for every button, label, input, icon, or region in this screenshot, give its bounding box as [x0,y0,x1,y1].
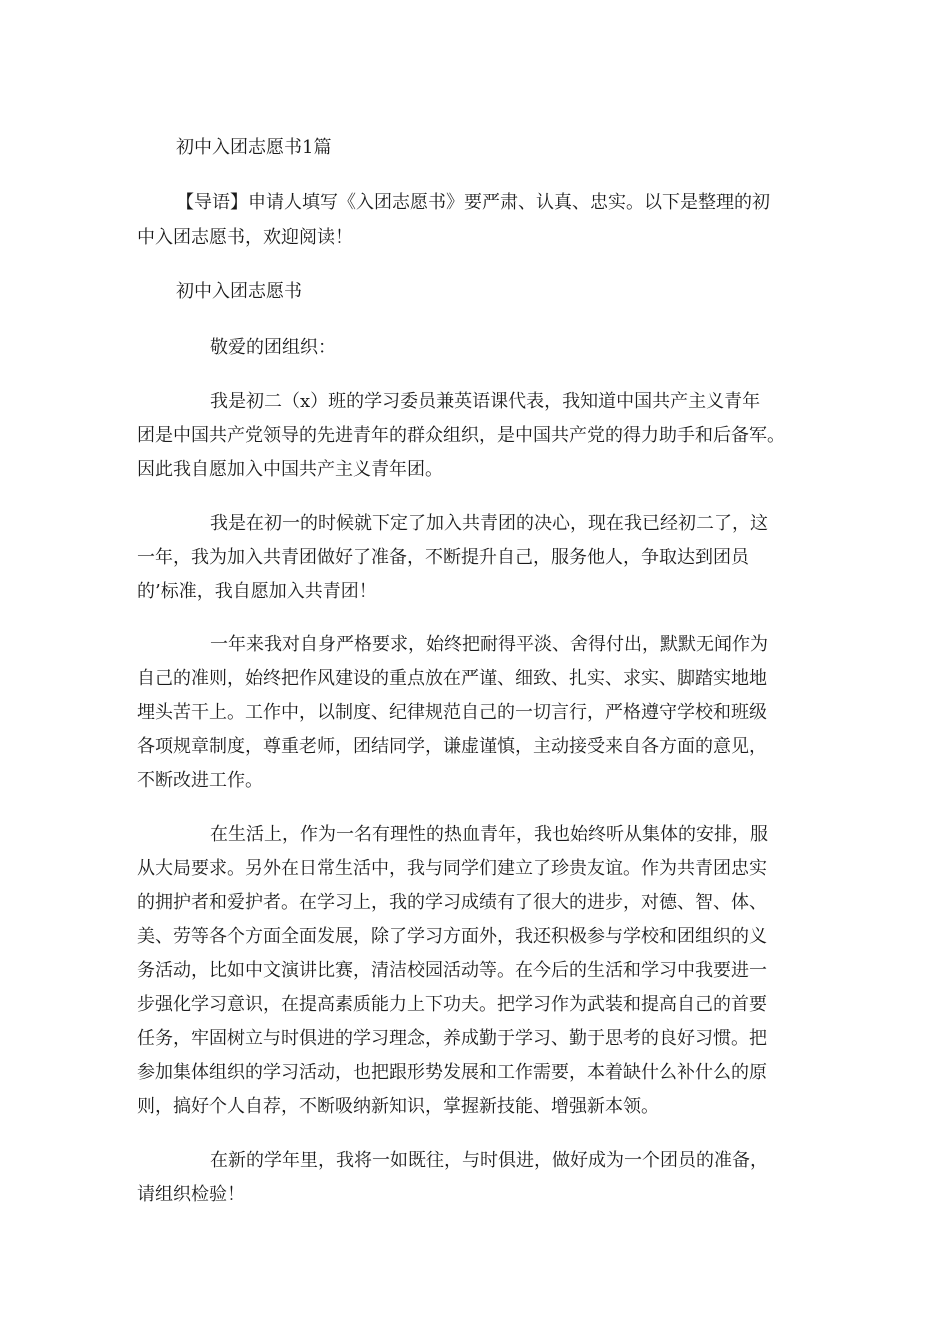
document-subtitle: 初中入团志愿书 [176,281,302,302]
paragraph-line: 美、劳等各个方面全面发展，除了学习方面外，我还积极参与学校和团组织的义 [137,926,767,947]
paragraph-line: 请组织检验！ [137,1184,245,1205]
paragraph-line: 自己的准则，始终把作风建设的重点放在严谨、细致、扎实、求实、脚踏实地地 [137,668,767,689]
paragraph-line: 我是初二（x）班的学习委员兼英语课代表，我知道中国共产主义青年 [210,391,761,412]
paragraph-line: 参加集体组织的学习活动，也把跟形势发展和工作需要，本着缺什么补什么的原 [137,1062,767,1083]
paragraph-line: 不断改进工作。 [137,770,263,791]
paragraph-line: 我是在初一的时候就下定了加入共青团的决心，现在我已经初二了，这 [210,513,768,534]
paragraph-line: 一年来我对自身严格要求，始终把耐得平淡、舍得付出，默默无闻作为 [210,634,768,655]
paragraph-line: 的’标准，我自愿加入共青团！ [137,581,377,602]
paragraph-line: 埋头苦干上。工作中，以制度、纪律规范自己的一切言行，严格遵守学校和班级 [137,702,767,723]
paragraph-line: 一年，我为加入共青团做好了准备，不断提升自己，服务他人，争取达到团员 [137,547,749,568]
paragraph-line: 的拥护者和爱护者。在学习上，我的学习成绩有了很大的进步，对德、智、体、 [137,892,767,913]
paragraph-line: 步强化学习意识，在提高素质能力上下功夫。把学习作为武装和提高自己的首要 [137,994,767,1015]
paragraph-line: 团是中国共产党领导的先进青年的群众组织，是中国共产党的得力助手和后备军。 [137,425,785,446]
salutation: 敬爱的团组织： [210,337,336,358]
paragraph-line: 因此我自愿加入中国共产主义青年团。 [137,459,443,480]
intro-line: 中入团志愿书，欢迎阅读！ [137,227,353,248]
paragraph-line: 在新的学年里，我将一如既往，与时俱进，做好成为一个团员的准备， [210,1150,768,1171]
paragraph-line: 从大局要求。另外在日常生活中，我与同学们建立了珍贵友谊。作为共青团忠实 [137,858,767,879]
paragraph-line: 任务，牢固树立与时俱进的学习理念，养成勤于学习、勤于思考的良好习惯。把 [137,1028,767,1049]
paragraph-line: 在生活上，作为一名有理性的热血青年，我也始终听从集体的安排，服 [210,824,768,845]
paragraph-line: 各项规章制度，尊重老师，团结同学，谦虚谨慎，主动接受来自各方面的意见， [137,736,767,757]
document-title: 初中入团志愿书1篇 [176,137,332,158]
paragraph-line: 则，搞好个人自荐，不断吸纳新知识，掌握新技能、增强新本领。 [137,1096,659,1117]
intro-line: 【导语】申请人填写《入团志愿书》要严肃、认真、忠实。以下是整理的初 [176,192,770,213]
paragraph-line: 务活动，比如中文演讲比赛，清洁校园活动等。在今后的生活和学习中我要进一 [137,960,767,981]
